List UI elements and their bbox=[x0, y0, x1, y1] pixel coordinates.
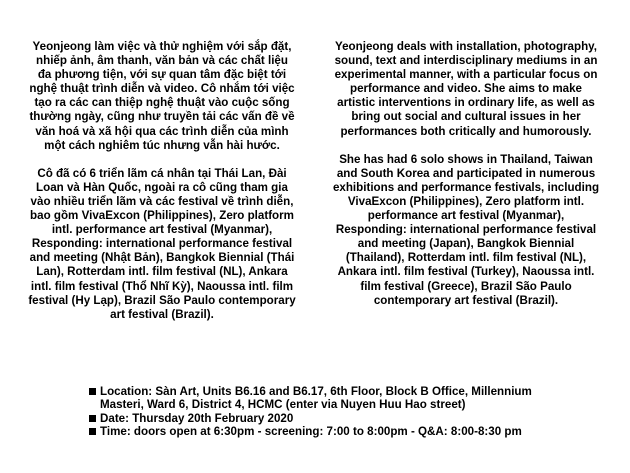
paragraph-spacer bbox=[332, 139, 600, 153]
square-bullet-icon bbox=[89, 428, 96, 435]
square-bullet-icon bbox=[89, 415, 96, 422]
paragraph-spacer bbox=[28, 153, 296, 167]
english-shows: She has had 6 solo shows in Thailand, Taiwan and South Korea and participated in numerous exhibitions and performance festivals, including VivaExcon (Philippines), Zero platform intl. performance art festival (Myanmar), Responding: international performance festival and meeting (Japan), Bangkok Biennial (Thailand), Rotterdam intl. film festival (NL), Ankara intl. film festival (Turkey), Naoussa intl. film festival (Greece), Brazil São Paulo contemporary art festival (Brazil). bbox=[332, 152, 600, 307]
english-column bbox=[332, 40, 600, 308]
square-bullet-icon bbox=[89, 388, 96, 395]
vietnamese-column bbox=[28, 40, 296, 322]
location-text: Location: Sàn Art, Units B6.16 and B6.17, 6th Floor, Block B Office, Millennium Masteri, Ward 6, District 4, HCMC (enter via Nuyen Huu Hao street) bbox=[100, 385, 532, 412]
time-item bbox=[88, 425, 568, 438]
time-text: Time: doors open at 6:30pm - screening: 7:00 to 8:00pm - Q&A: 8:00-8:30 pm bbox=[100, 424, 522, 438]
vietnamese-bio: Yeonjeong làm việc và thử nghiệm với sắp đặt, nhiếp ảnh, âm thanh, văn bản và các chất liệu đa phương tiện, với sự quan tâm đặc biệt tới nghệ thuật trình diễn và video. Cô nhắm tới việc tạo ra các can thiệp nghệ thuật vào cuộc sống thường ngày, cũng như truyền tải các vấn đề về văn hoá và xã hội qua các trình diễn của mình một cách nghiêm túc nhưng vẫn hài hước. bbox=[29, 40, 295, 152]
vietnamese-shows: Cô đã có 6 triển lãm cá nhân tại Thái Lan, Đài Loan và Hàn Quốc, ngoài ra cô cũng tham gia vào nhiều triển lãm và các festival về trình diễn, bao gồm VivaExcon (Philippines), Zero platform intl. performance art festival (Myanmar), Responding: international performance festival and meeting (Nhật Bản), Bangkok Biennial (Thái Lan), Rotterdam intl. film festival (NL), Ankara intl. film festival (Thổ Nhĩ Kỳ), Naoussa intl. film festival (Hy Lạp), Brazil São Paulo contemporary art festival (Brazil). bbox=[28, 166, 296, 321]
date-text: Date: Thursday 20th February 2020 bbox=[100, 411, 294, 425]
date-item bbox=[88, 412, 568, 425]
english-bio: Yeonjeong deals with installation, photography, sound, text and interdisciplinary mediums in an experimental manner, with a particular focus on performance and video. She aims to make artistic interventions in ordinary life, as well as bring out social and cultural issues in her performances both critically and humorously. bbox=[334, 40, 598, 138]
event-details-list bbox=[88, 385, 568, 438]
location-item bbox=[88, 385, 568, 412]
